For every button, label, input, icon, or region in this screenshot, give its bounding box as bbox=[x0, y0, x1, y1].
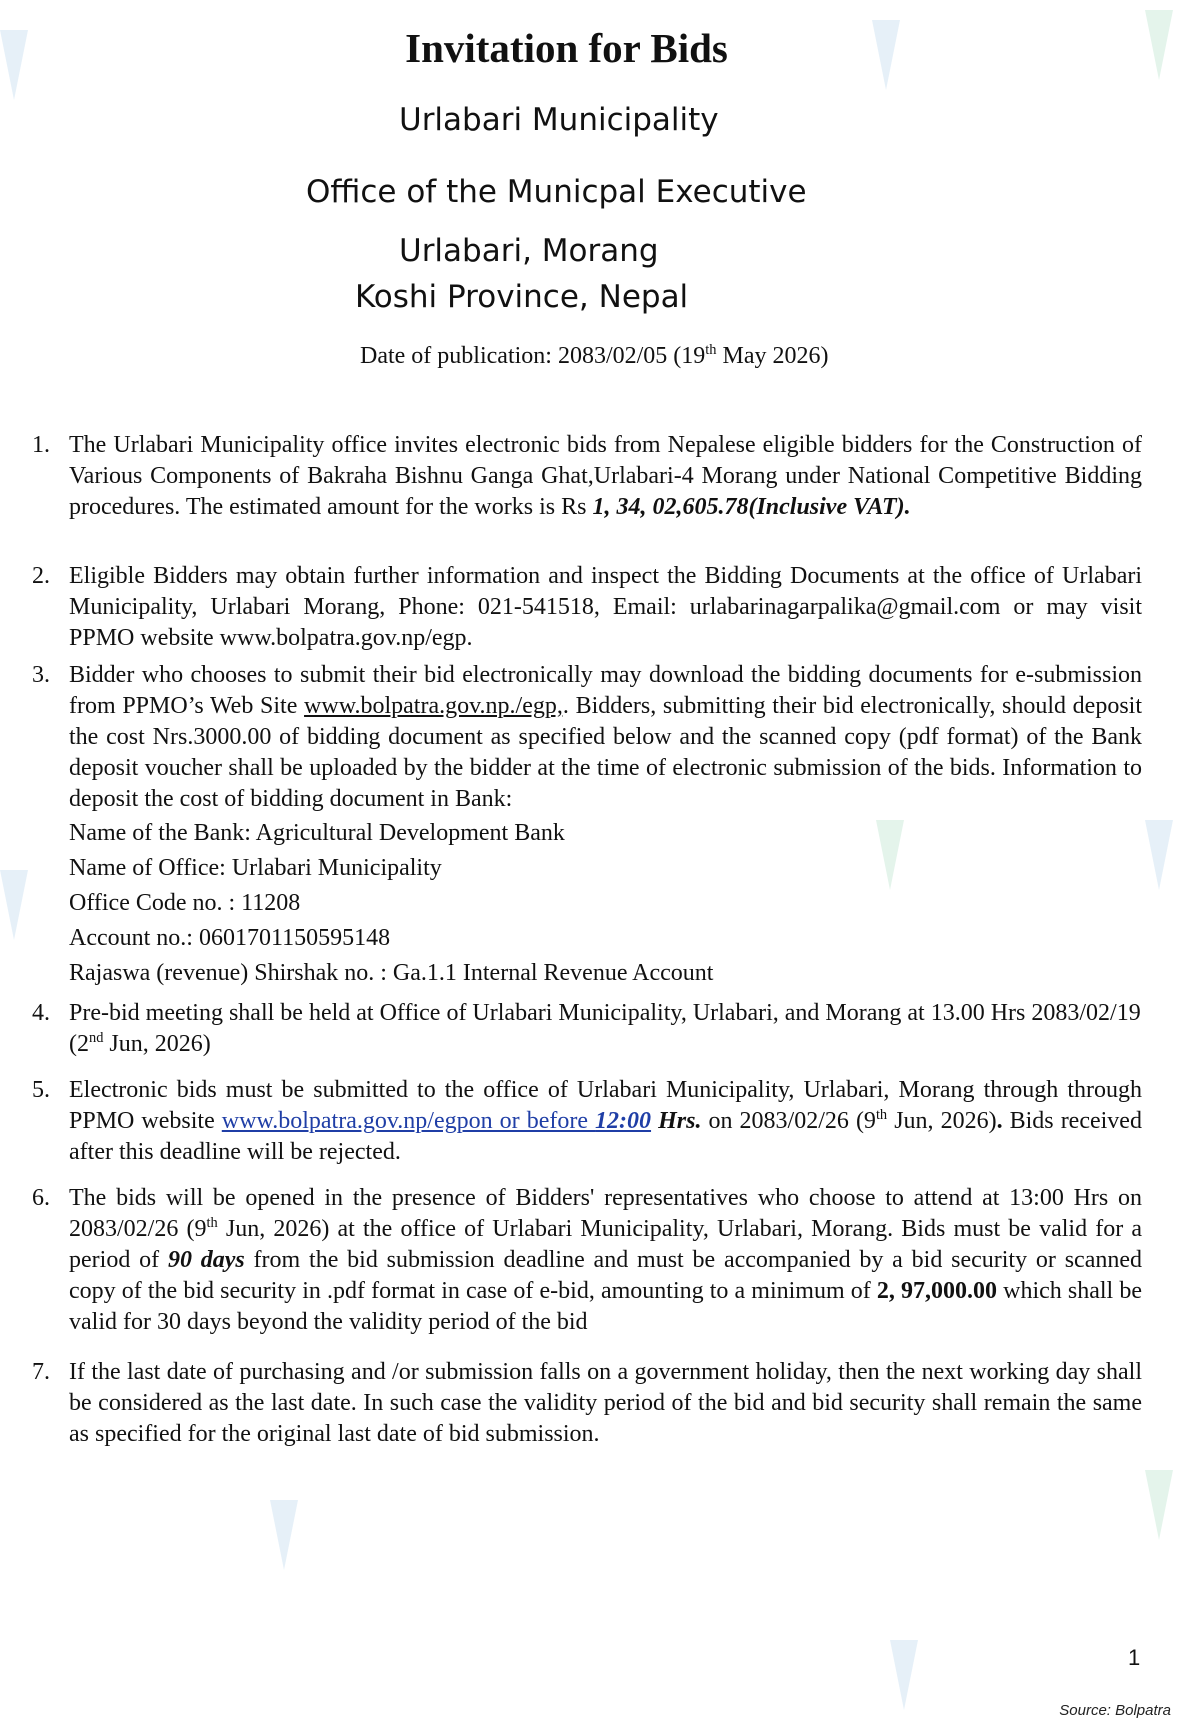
item-text: Pre-bid meeting shall be held at Office of Urlabari Municipality, Urlabari, and Morang at 13.00 Hrs 2083/02/19 (2nd Jun, 2026) bbox=[69, 1000, 1141, 1057]
account-number: Account no.: 0601701150595148 bbox=[69, 925, 391, 951]
watermark-arrow-icon bbox=[876, 820, 904, 890]
item-number: 1. bbox=[32, 432, 50, 458]
item-text: Bidder who chooses to submit their bid electronically may download the bidding documents for e-submission from PPMO’s Web Site www.bolpatra.gov.np./egp,. Bidders, submitting their bid electronically, should deposit the cost Nrs.3000.00 of bidding document as specified below and the scanned copy (pdf format) of the Bank deposit voucher shall be uploaded by the bidder at the time of electronic submission of the bids. Information to deposit the cost of bidding document in Bank: bbox=[69, 662, 1143, 812]
watermark-arrow-icon bbox=[890, 1640, 918, 1710]
list-item bbox=[32, 1357, 1142, 1450]
item-number: 2. bbox=[32, 563, 50, 589]
revenue-head: Rajaswa (revenue) Shirshak no. : Ga.1.1 Internal Revenue Account bbox=[69, 960, 714, 986]
list-item bbox=[32, 1075, 1142, 1168]
item-text: Electronic bids must be submitted to the office of Urlabari Municipality, Urlabari, Morang through through PPMO website www.bolpatra.gov.np/egpon or before 12:00 Hrs. on 2083/02/26 (9th Jun, 2026). Bids received after this deadline will be rejected. bbox=[69, 1077, 1142, 1165]
watermark-arrow-icon bbox=[1145, 1470, 1173, 1540]
watermark-arrow-icon bbox=[1145, 820, 1173, 890]
item-number: 4. bbox=[32, 1000, 50, 1026]
item-number: 3. bbox=[32, 662, 50, 688]
item-number: 5. bbox=[32, 1077, 50, 1103]
page-number: 1 bbox=[1128, 1645, 1141, 1670]
item-text: If the last date of purchasing and /or submission falls on a government holiday, then the next working day shall be considered as the last date. In such case the validity period of the bid and bid security shall remain the same as specified for the original last date of bid submission. bbox=[69, 1359, 1142, 1447]
office-of-bank: Name of Office: Urlabari Municipality bbox=[69, 855, 442, 881]
document-title: Invitation for Bids bbox=[405, 25, 728, 71]
watermark-arrow-icon bbox=[0, 870, 28, 940]
office-name: Office of the Municpal Executive bbox=[306, 174, 807, 210]
province-line: Koshi Province, Nepal bbox=[355, 279, 689, 315]
estimated-amount: 1, 34, 02,605.78(Inclusive VAT). bbox=[592, 494, 911, 520]
item-text: The bids will be opened in the presence of Bidders' representatives who choose to attend at 13:00 Hrs on 2083/02/26 (9th Jun, 2026) at the office of Urlabari Municipality, Urlabari, Morang. Bids must be valid for a period of 90 days from the bid submission deadline and must be accompanied by a bid security or scanned copy of the bid security in .pdf format in case of e-bid, amounting to a minimum of 2, 97,000.00 which shall be valid for 30 days beyond the validity period of the bid bbox=[69, 1185, 1143, 1335]
source-caption: Source: Bolpatra bbox=[1059, 1702, 1171, 1719]
list-item bbox=[32, 998, 1142, 1060]
list-item bbox=[32, 561, 1142, 654]
publication-date: Date of publication: 2083/02/05 (19th May 2026) bbox=[360, 342, 829, 369]
validity-days: 90 days bbox=[167, 1247, 245, 1273]
item-number: 6. bbox=[32, 1185, 50, 1211]
list-item bbox=[32, 660, 1142, 815]
location-line: Urlabari, Morang bbox=[399, 233, 659, 269]
item-text: Eligible Bidders may obtain further information and inspect the Bidding Documents at the office of Urlabari Municipality, Urlabari Morang, Phone: 021-541518, Email: urlabarinagarpalika@gmail.com or may visit PPMO website www.bolpatra.gov.np/egp. bbox=[69, 563, 1142, 651]
list-item bbox=[32, 1183, 1142, 1338]
item-text: The Urlabari Municipality office invites electronic bids from Nepalese eligible bidders for the Construction of Various Components of Bakraha Bishnu Ganga Ghat,Urlabari-4 Morang under National Competitive Bidding procedures. The estimated amount for the works is Rs 1, 34, 02,605.78(Inclusive VAT). bbox=[69, 432, 1142, 520]
watermark-arrow-icon bbox=[270, 1500, 298, 1570]
ppmo-link[interactable]: www.bolpatra.gov.np./egp, bbox=[304, 693, 563, 719]
municipality-name: Urlabari Municipality bbox=[399, 102, 719, 138]
bid-security-amount: 2, 97,000.00 bbox=[876, 1278, 997, 1304]
item-number: 7. bbox=[32, 1359, 50, 1385]
bolpatra-link[interactable]: www.bolpatra.gov.np/egpon or before 12:00 bbox=[221, 1108, 652, 1134]
office-code: Office Code no. : 11208 bbox=[69, 890, 301, 916]
bank-name: Name of the Bank: Agricultural Development Bank bbox=[69, 820, 565, 846]
list-item bbox=[32, 430, 1142, 523]
watermark-arrow-icon bbox=[1145, 10, 1173, 80]
